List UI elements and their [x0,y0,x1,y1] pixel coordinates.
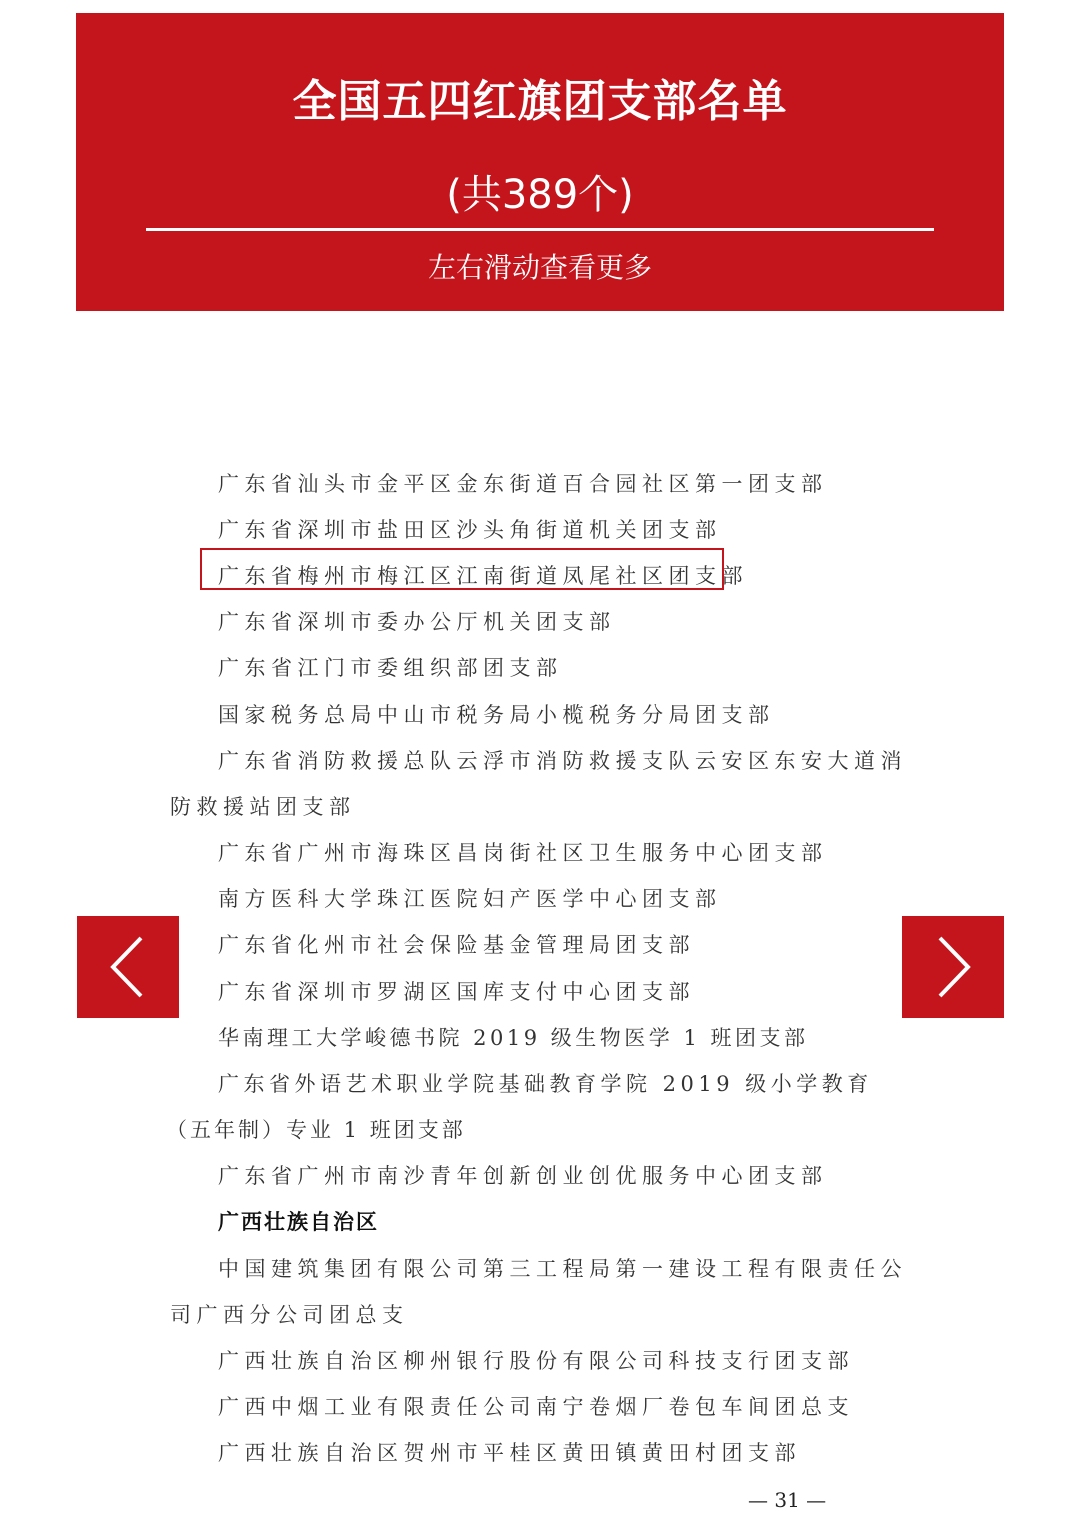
list-item-highlighted: 广东省梅州市梅江区江南街道凤尾社区团支部 [218,564,748,588]
list-item-continued: 防救援站团支部 [170,795,356,819]
list-item: 广东省外语艺术职业学院基础教育学院 2019 级小学教育 [218,1072,873,1096]
list-item: 广西中烟工业有限责任公司南宁卷烟厂卷包车间团总支 [218,1395,854,1419]
list-item-continued: （五年制）专业 1 班团支部 [166,1118,466,1142]
list-item: 华南理工大学峻德书院 2019 级生物医学 1 班团支部 [218,1026,809,1050]
list-item: 广西壮族自治区柳州银行股份有限公司科技支行团支部 [218,1349,854,1373]
highlight-box [200,548,724,590]
list-item: 广东省深圳市盐田区沙头角街道机关团支部 [218,518,722,542]
list-item: 广东省广州市海珠区昌岗街社区卫生服务中心团支部 [218,841,828,865]
region-heading: 广西壮族自治区 [218,1209,379,1234]
list-item: 广东省深圳市委办公厅机关团支部 [218,610,616,634]
list-item: 广东省深圳市罗湖区国库支付中心团支部 [218,980,695,1004]
list-item: 广西壮族自治区贺州市平桂区黄田镇黄田村团支部 [218,1441,801,1465]
page-number: — 31 — [748,1488,827,1512]
list-item-continued: 司广西分公司团总支 [170,1303,409,1327]
list-item: 中国建筑集团有限公司第三工程局第一建设工程有限责任公 [218,1257,907,1281]
swipe-hint: 左右滑动查看更多 [427,251,652,284]
chevron-left-icon [103,932,153,1002]
list-item: 国家税务总局中山市税务局小榄税务分局团支部 [218,703,775,727]
list-item: 广东省汕头市金平区金东街道百合园社区第一团支部 [218,472,828,496]
list-item: 南方医科大学珠江医院妇产医学中心团支部 [218,887,722,911]
list-item: 广东省江门市委组织部团支部 [218,656,563,680]
previous-button[interactable] [77,916,179,1018]
next-button[interactable] [902,916,1004,1018]
banner-count: (共389个) [446,172,634,218]
list-item: 广东省消防救援总队云浮市消防救援支队云安区东安大道消 [218,749,907,773]
chevron-right-icon [928,932,978,1002]
list-item: 广东省化州市社会保险基金管理局团支部 [218,933,695,957]
list-item: 广东省广州市南沙青年创新创业创优服务中心团支部 [218,1164,828,1188]
banner-title: 全国五四红旗团支部名单 [292,76,788,127]
